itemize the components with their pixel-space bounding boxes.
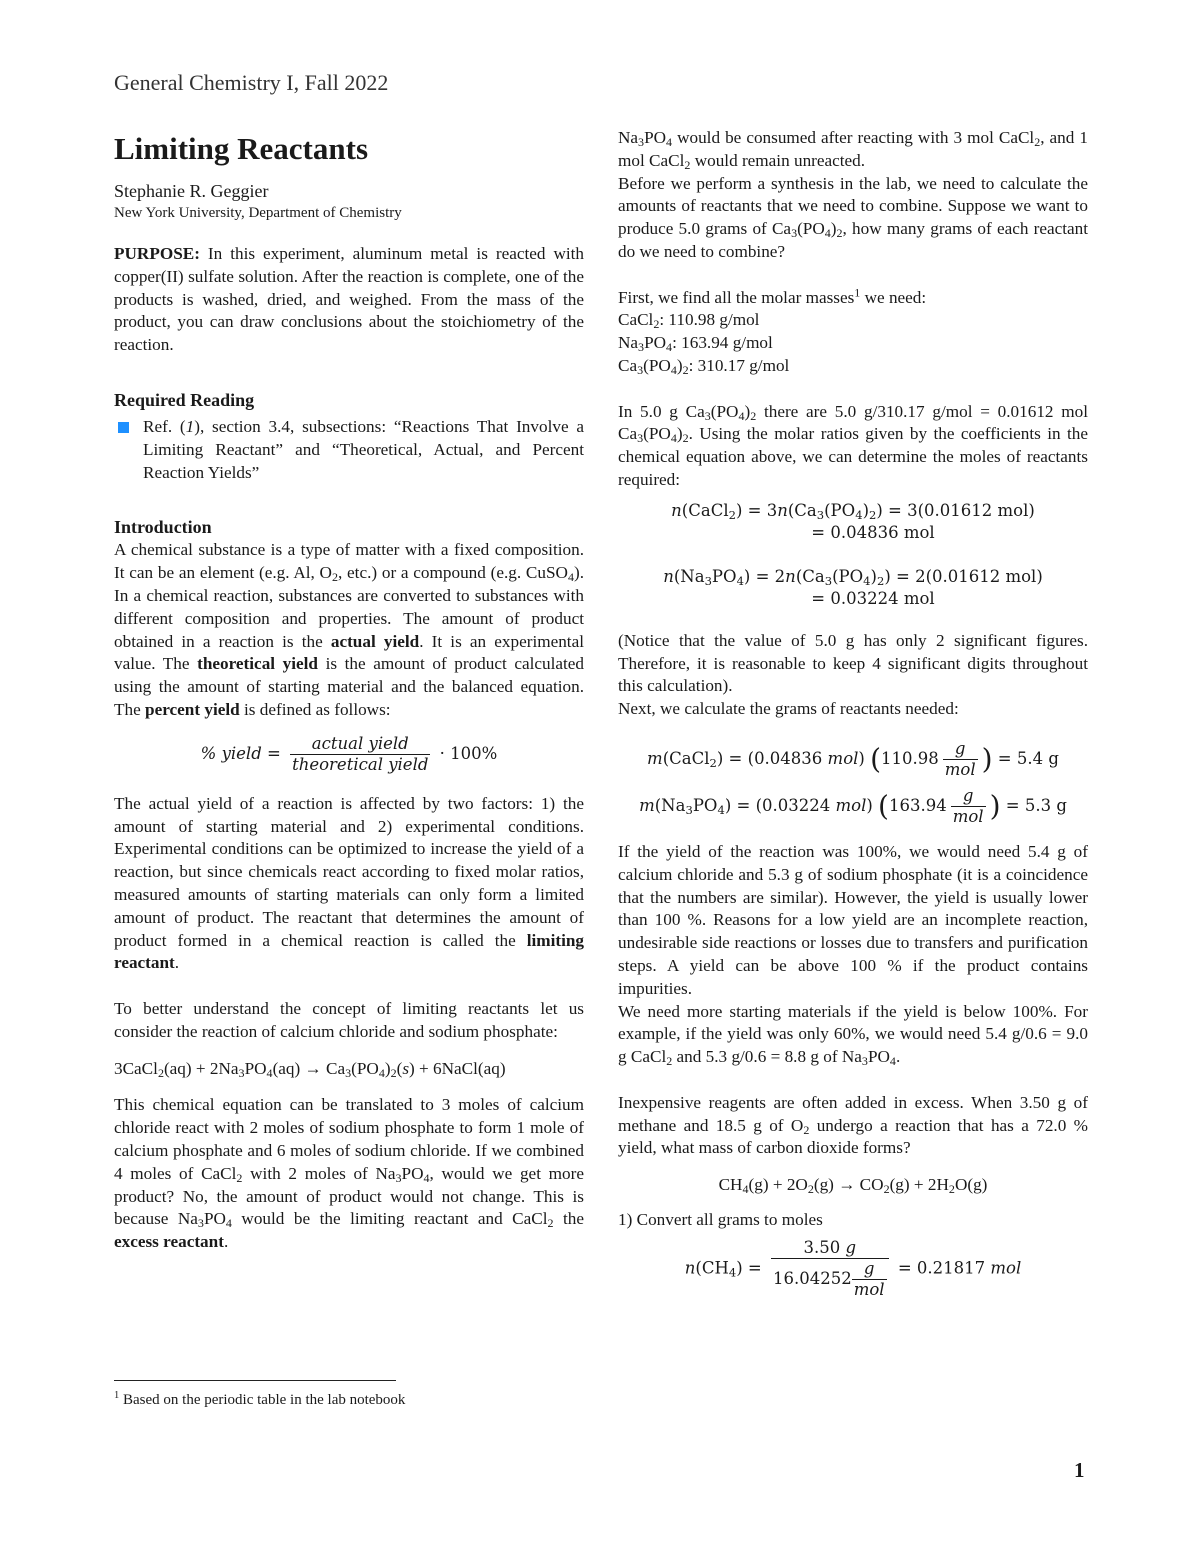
reaction-equation: 3CaCl$_2$(aq) + $2Na_3PO_4(aq) \to Ca_3(PO_4)_2(s)$ + 6NaCl(aq) [114,1058,506,1080]
translation-text-1: This chemical equation can be translated to 3 moles of calcium chloride react with 2 moles of sodium phosphate to form 1 mole of calcium phosphate and 6 moles of sodium chloride. If we combined 4 moles of CaCl [114,1095,584,1183]
step-1-label: 1) Convert all grams to moles [618,1209,823,1229]
synthesis-text: Before we perform a synthesis in the lab, we need to calculate the amounts of reactants that we need to combine. Suppose we want to produce 5.0 grams of Ca [618,173,1088,239]
translation-text-5: the [553,1209,584,1229]
eq-numerator: actual yield [290,734,430,755]
moles-cacl2-result: = 0.04836 mol [811,522,935,542]
term-theoretical-yield: theoretical yield [197,654,318,674]
translation-end: . [223,1232,229,1252]
excess-text-1: Inexpensive reagents are often added in excess. When 3.50 g of methane and 18.5 g of O [618,1092,1088,1135]
moles-text-1: In 5.0 g Ca [618,401,705,421]
molar-mass-end: we need: [860,287,927,307]
reading-reference [143,416,584,484]
molar-mass-text: First, we find all the molar masses [618,287,855,307]
introduction-heading: Introduction [114,517,212,538]
reaction-intro-paragraph: To better understand the concept of limiting reactants let us consider the reaction of calcium chloride and sodium phosphate: [114,998,584,1041]
footnote-mark: 1 [114,1390,120,1401]
intro-text-2: , etc.) or a compound (e.g. CuSO [337,563,568,583]
eq-tail: · 100% [439,743,498,763]
ref-text: ), section 3.4, subsections: “Reactions That Involve a Limiting Reactant” and “Theoretical, Actual, and Percent Reaction Yields” [143,416,585,482]
eq-lhs: % yield = [200,743,281,763]
purpose-text: In this experiment, aluminum metal is reacted with copper(II) sulfate solution. After the reaction is complete, one of the products is washed, dried, and weighed. From the mass of the product, you can draw conclusions about the stoichiometry of the reaction. [114,244,585,355]
mass-cacl2-equation: m(CaCl$_2$) = (0.04836 mol) (110.98 $\frac{g}{\text{mol}}$ ) = 5.4 g [647,738,1059,779]
yield-paragraph: If the yield of the reaction was 100%, we would need 5.4 g of calcium chloride and 5.3 g of sodium phosphate (it is a coincidence that the numbers are similar). However, the yield is usually lower than 100 %. Reasons for a low yield are an incomplete reaction, undesirable side reactions or losses due to transfers and purification steps. A yield can be above 100 % if the product contains impurities. [618,841,1088,998]
term-percent-yield: percent yield [145,699,240,719]
methane-combustion-equation: $CH_4(g) + 2O_2(g) \to CO_2(g) + 2H_2O(g)$ [718,1175,988,1197]
footnote-text: Based on the periodic table in the lab notebook [119,1392,406,1408]
cont-text-2: , and 1 mol CaCl [618,128,1088,170]
translation-paragraph: This chemical equation can be translated to 3 moles of calcium chloride react with 2 moles of sodium phosphate to form 1 mole of calcium phosphate and 6 moles of sodium chloride. If we combined 4 moles of CaCl$_2$ with 2 moles of $Na_3PO_4$, would we get more product? No, the amount of product would not change. This is because $Na_3PO_4$ would be the limiting reactant and CaCl$_2$ the excess reactant. [114,1095,584,1252]
footnote-divider [114,1380,396,1381]
moles-cacl2-equation: n(CaCl$_2$) = $3n(Ca_3(PO_4)_2) = 3(0.01612$ mol) [671,500,1035,522]
methane-moles-equation: $n(CH_4)$ = 3.50 g 16.04252 $\frac{g}{\text{mol}}$ = 0.21817 mol [684,1237,1022,1299]
molar-mass-intro: First, we find all the molar masses$^1$ we need: [618,284,927,307]
synthesis-paragraph: Before we perform a synthesis in the lab, we need to calculate the amounts of reactants that we need to combine. Suppose we want to produce 5.0 grams of $Ca_3(PO_4)_2$, how many grams of each reactant do we need to combine? [618,173,1089,261]
continuation-paragraph: $Na_3PO_4$ would be consumed after reacting with 3 mol CaCl$_2$, and 1 mol CaCl$_2$ would remain unreacted. [618,128,1088,172]
starting-end: . [895,1047,901,1067]
ref-prefix: Ref. ( [143,416,186,436]
molar-mass-ca3po42: $Ca_3(PO_4)_2$: 310.17 g/mol [618,355,790,377]
left-column [114,127,584,1254]
excess-text-2: undergo a reaction that has a 72.0 % yield, what mass of carbon dioxide forms? [618,1115,1089,1158]
starting-text-1: We need more starting materials if the yield is below 100%. For example, if the yield was only 60%, we would need 5.4 g/0.6 = 9.0 g CaCl [618,1001,1088,1067]
molar-mass-na3po4: $Na_3PO_4$: 163.94 g/mol [618,333,773,355]
factors-paragraph [114,793,584,975]
eq-denominator: theoretical yield [292,754,429,774]
starting-text-2: and 5.3 g/0.6 = 8.8 g of Na [672,1047,862,1067]
translation-text-2: with 2 moles of Na [242,1163,396,1183]
moles-na3po4-equation: $n(Na_3PO_4) = 2n(Ca_3(PO_4)_2) = 2(0.01612$ mol) [663,566,1043,588]
yield-fraction [290,734,430,775]
moles-paragraph: In 5.0 g $Ca_3(PO_4)_2$ there are 5.0 g/310.17 g/mol = 0.01612 mol $Ca_3(PO_4)_2$. Using the molar ratios given by the coefficients in the chemical equation above, we can determine the moles of reactants required: [618,401,1088,489]
intro-text-4: . It is an experimental value. The [114,631,584,674]
author-affiliation: New York University, Department of Chemistry [114,205,402,221]
running-header: General Chemistry I, Fall 2022 [114,70,389,95]
moles-text-3: . Using the molar ratios given by the coefficients in the chemical equation above, we can determine the moles of reactants required: [618,424,1088,489]
intro-text-5: is the amount of product calculated using the amount of starting material and the balanced equation. The [114,654,584,719]
cont-text-1: would be consumed after reacting with 3 mol CaCl [672,128,1035,147]
translation-text-4: would be the limiting reactant and CaCl [231,1209,548,1229]
translation-text-3: , would we get more product? No, the amount of product would not change. This is because Na [114,1163,584,1229]
starting-materials-paragraph: We need more starting materials if the yield is below 100%. For example, if the yield was only 60%, we would need 5.4 g/0.6 = 9.0 g CaCl$_2$ and 5.3 g/0.6 = 8.8 g of $Na_3PO_4$. [618,1001,1088,1069]
author-name: Stephanie R. Geggier [114,181,269,201]
cont-text-3: would remain unreacted. [690,150,866,170]
mm-na3po4-value: : 163.94 g/mol [672,333,773,353]
reading-list-item [114,416,584,484]
sig-fig-note: (Notice that the value of 5.0 g has only 2 significant figures. Therefore, it is reasonable to keep 4 significant digits throughout this calculation). [618,630,1088,696]
intro-text-3: ). In a chemical reaction, substances are converted to substances with different composition and properties. The amount of product obtained in a reaction is the [114,563,584,651]
mm-cacl2-value: : 110.98 g/mol [659,310,760,330]
purpose-label: PURPOSE: [114,244,200,263]
term-actual-yield: actual yield [330,631,420,651]
moles-text-2: there are 5.0 g/310.17 g/mol = 0.01612 mol Ca [618,401,1088,444]
synthesis-end: , how many grams of each reactant do we need to combine? [618,219,1089,261]
ref-number: 1 [185,416,195,436]
footnote [114,1392,405,1409]
factors-text: The actual yield of a reaction is affected by two factors: 1) the amount of starting material and 2) experimental conditions. Experimental conditions can be optimized to increase the yield of a reaction, but since chemicals react according to fixed molar ratios, measured amounts of starting materials can only form a limited amount of product. The reactant that determines the amount of product formed in a chemical reaction is called the [114,793,584,950]
mass-na3po4-equation: $m(Na_3PO_4) = (0.03224$ mol) (163.94 $\frac{g}{\text{mol}}$ ) = 5.3 g [639,785,1067,826]
intro-text-6: is defined as follows: [239,699,391,719]
required-reading-heading: Required Reading [114,389,255,410]
page-number: 1 [1074,1458,1085,1482]
square-bullet-icon [118,422,129,433]
intro-text-1: A chemical substance is a type of matter with a fixed composition. It can be an element (e.g. Al, O [114,540,584,583]
intro-paragraph: A chemical substance is a type of matter with a fixed composition. It can be an element (e.g. Al, $O_2$, etc.) or a compound (e.g. CuSO$_4$). In a chemical reaction, substances are converted to substances with different composition and properties. The amount of product obtained in a reaction is the actual yield. It is an experimental value. The theoretical yield is the amount of product calculated using the amount of starting material and the balanced equation. The percent yield is defined as follows: [114,540,584,719]
mm-ca3po42-value: : 310.17 g/mol [688,355,790,375]
purpose-paragraph [114,243,584,357]
factors-end: . [174,953,180,973]
right-column [618,127,1088,1300]
grams-intro: Next, we calculate the grams of reactants needed: [618,699,959,719]
document-title: Limiting Reactants [114,131,369,166]
percent-yield-equation [114,734,584,775]
molar-mass-cacl2: CaCl$_2$: 110.98 g/mol [618,310,760,332]
term-limiting-reactant: limiting reactant [114,930,584,973]
moles-na3po4-result: = 0.03224 mol [811,588,935,608]
excess-reagent-paragraph: Inexpensive reagents are often added in excess. When 3.50 g of methane and 18.5 g of $O_2$ undergo a reaction that has a 72.0 % yield, what mass of carbon dioxide forms? [618,1092,1089,1158]
term-excess-reactant: excess reactant [114,1232,224,1252]
